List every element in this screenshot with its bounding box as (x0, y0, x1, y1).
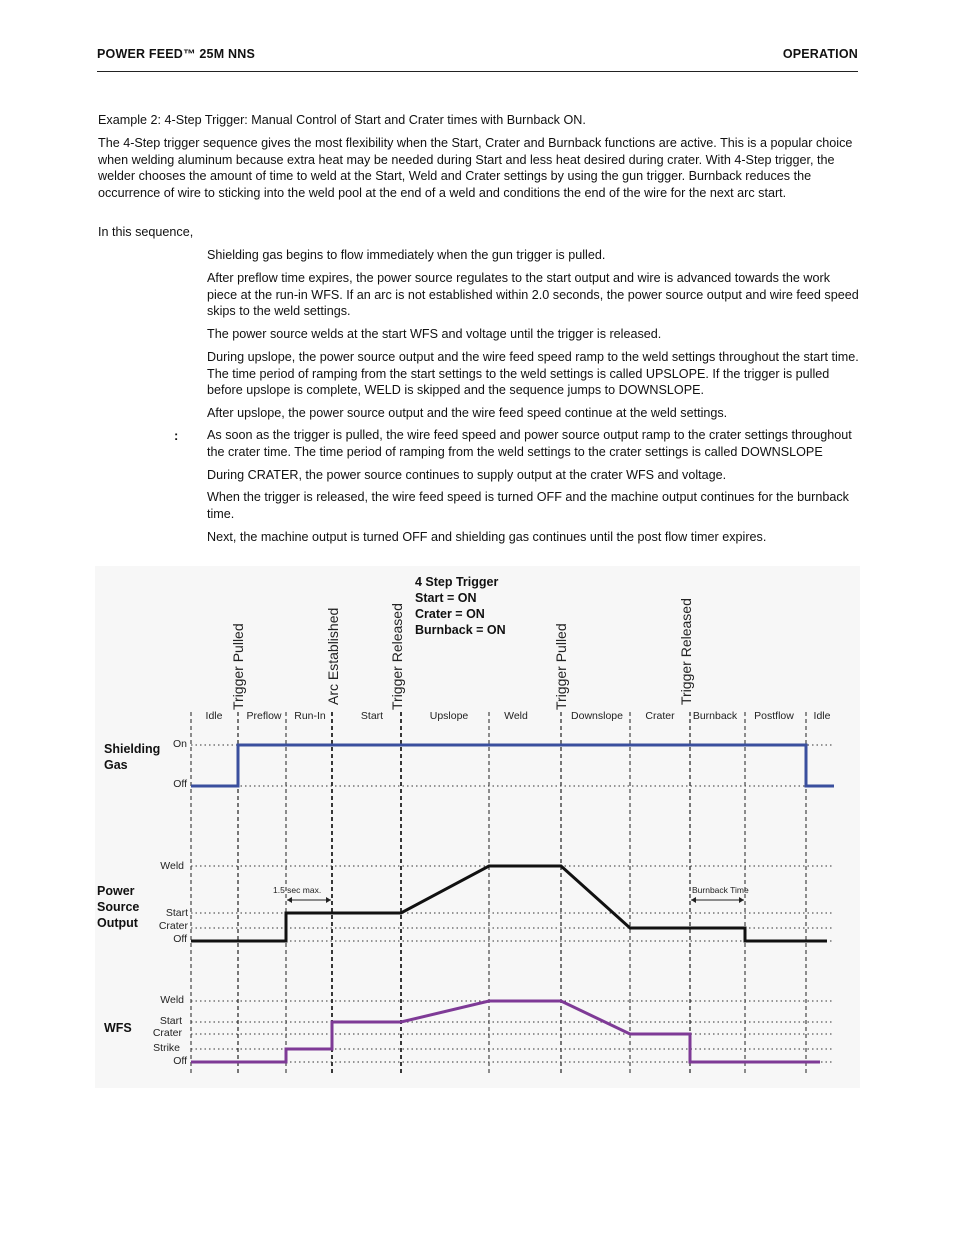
power-title-1: Power (97, 884, 135, 898)
timing-diagram (95, 566, 860, 1088)
event-trigger-released-2: Trigger Released (678, 598, 694, 705)
wfs-strike-label: Strike (153, 1042, 180, 1054)
phase-labels (206, 710, 831, 722)
event-trigger-pulled-2: Trigger Pulled (553, 623, 569, 710)
phase-run-in: Run-In (294, 710, 326, 722)
step-preflow: After preflow time expires, the power source regulates to the start output and wire is advanced towards the work piece at the run-in WFS. If an arc is not established within 2.0 seconds, the power source output and wire feed speed skips to the weld settings. (207, 271, 859, 319)
power-title-2: Source (97, 900, 140, 914)
header-title: POWER FEED™ 25M NNS (97, 47, 255, 61)
wfs-start-label: Start (159, 1015, 182, 1027)
gas-title-1: Shielding (104, 742, 161, 756)
phase-weld: Weld (504, 710, 528, 722)
sequence-intro: In this sequence, (98, 225, 194, 239)
step-start: The power source welds at the start WFS and voltage until the trigger is released. (207, 327, 662, 341)
phase-upslope: Upslope (429, 710, 469, 722)
wfs-weld-label: Weld (160, 994, 184, 1006)
power-off-label: Off (173, 933, 187, 945)
step-upslope: During upslope, the power source output and the wire feed speed ramp to the weld settings throughout the start time. The time period of ramping from the start settings to the weld settings is called UPSLOPE. If the trigger is pulled before upslope is complete, WELD is skipped and the sequence jumps to DOWNSLOPE. (207, 350, 859, 398)
power-weld-label: Weld (160, 860, 184, 872)
event-trigger-released-1: Trigger Released (389, 603, 405, 710)
phase-downslope: Downslope (571, 710, 623, 722)
step-burnback: When the trigger is released, the wire feed speed is turned OFF and the machine output continues for the burnback time. (207, 490, 849, 521)
annotation-1-5-sec: 1.5 sec max. (273, 885, 322, 895)
legend-crater: Crater = ON (415, 607, 485, 621)
power-title-3: Output (97, 916, 138, 930)
event-trigger-pulled-1: Trigger Pulled (230, 623, 246, 710)
step-colon: : (174, 428, 179, 443)
gas-on-label: On (172, 738, 187, 750)
step-weld: After upslope, the power source output and the wire feed speed continue at the weld settings. (207, 406, 728, 420)
legend-start: Start = ON (415, 591, 477, 605)
legend-burnback: Burnback = ON (415, 623, 506, 637)
phase-idle-2: Idle (813, 710, 831, 722)
step-postflow: Next, the machine output is turned OFF and shielding gas continues until the post flow timer expires. (207, 530, 767, 544)
gas-title-2: Gas (104, 758, 128, 772)
phase-burnback: Burnback (692, 710, 738, 722)
wfs-crater-label: Crater (152, 1027, 182, 1039)
event-arc-established: Arc Established (325, 607, 341, 705)
page-header (97, 45, 858, 72)
power-start-label: Start (165, 907, 188, 919)
wfs-title: WFS (104, 1021, 132, 1035)
step-downslope: As soon as the trigger is pulled, the wire feed speed and power source output ramp to the crater settings throughout the crater time. The time period of ramping from the weld settings to the crater settings is called DOWNSLOPE (207, 428, 852, 459)
wfs-off-label: Off (173, 1055, 187, 1067)
power-crater-label: Crater (158, 920, 188, 932)
step-crater: During CRATER, the power source continues to supply output at the crater WFS and voltage. (207, 468, 727, 482)
phase-crater: Crater (645, 710, 675, 722)
example-title: Example 2: 4-Step Trigger: Manual Control of Start and Crater times with Burnback ON. (98, 113, 586, 127)
phase-idle-1: Idle (205, 710, 223, 722)
legend-title: 4 Step Trigger (415, 575, 499, 589)
gas-off-label: Off (173, 778, 187, 790)
header-section: OPERATION (782, 47, 858, 61)
intro-paragraph: The 4-Step trigger sequence gives the most flexibility when the Start, Crater and Burnback functions are active. This is a popular choice when welding aluminum because extra heat may be needed during Start and less heat desired during crater. With 4-Step trigger, the welder chooses the amount of time to weld at the Start, Weld and Crater settings by using the gun trigger. Burnback reduces the occurrence of wire to sticking into the weld pool at the end of a weld and conditions the end of the wire for the next arc start. (98, 136, 853, 200)
timing-diagram-svg (95, 566, 860, 1088)
phase-start: Start (360, 710, 384, 722)
phase-preflow: Preflow (246, 710, 282, 722)
step-shielding-gas: Shielding gas begins to flow immediately when the gun trigger is pulled. (207, 248, 606, 262)
annotation-burnback-time: Burnback Time (692, 885, 749, 895)
phase-postflow: Postflow (754, 710, 794, 722)
